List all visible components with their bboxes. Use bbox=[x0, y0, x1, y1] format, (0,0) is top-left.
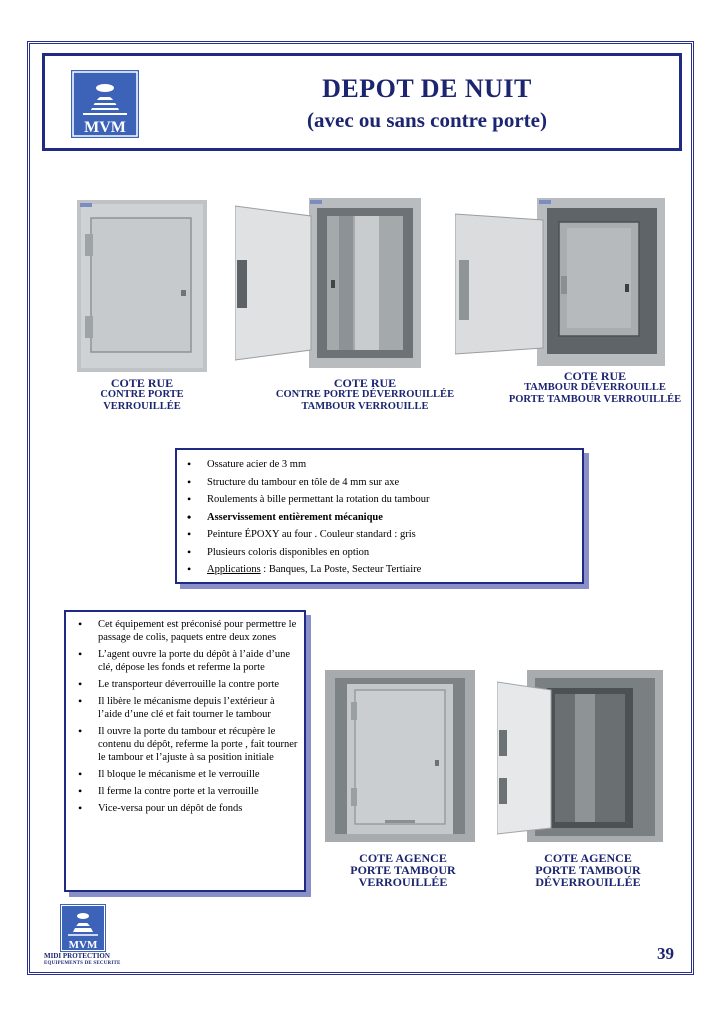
page-title: DEPOT DE NUIT bbox=[322, 74, 532, 103]
caption-photo-3: COTE RUE TAMBOUR DÉVERROUILLE PORTE TAMBOUR VERROUILLÉE bbox=[508, 369, 682, 405]
specifications-box bbox=[175, 448, 584, 584]
page-subtitle: (avec ou sans contre porte) bbox=[307, 108, 547, 132]
spec-item: • Structure du tambour en tôle de 4 mm sur axe bbox=[207, 474, 582, 492]
procedure-item: • Il ouvre la porte du tambour et récupère le contenu du dépôt, referme la porte , fait tourner le tambour et l’ajuste à sa position initiale bbox=[98, 725, 298, 764]
photo-cote-rue-drum bbox=[455, 198, 665, 366]
photo-cote-rue-open bbox=[235, 198, 421, 368]
brand-name: MIDI PROTECTION EQUIPEMENTS DE SECURITE bbox=[44, 952, 121, 966]
applications-text: : Banques, La Poste, Secteur Tertiaire bbox=[260, 564, 422, 575]
logo-letters: MVM bbox=[84, 119, 126, 136]
procedure-box bbox=[64, 610, 306, 892]
spec-item: • Peinture ÉPOXY au four . Couleur standard : gris bbox=[207, 526, 582, 544]
spec-item-applications bbox=[207, 561, 582, 579]
caption-photo-4: COTE AGENCE PORTE TAMBOUR VERROUILLÉE bbox=[350, 851, 456, 889]
photo-cote-agence-open bbox=[497, 670, 663, 842]
procedure-item: • Vice-versa pour un dépôt de fonds bbox=[98, 802, 298, 815]
caption-photo-1: COTE RUE CONTRE PORTE VERROUILLÉE bbox=[100, 376, 184, 412]
photo-cote-agence-closed bbox=[325, 670, 475, 842]
procedure-item: • Il ferme la contre porte et la verrouille bbox=[98, 785, 298, 798]
header-box bbox=[42, 53, 682, 151]
procedure-item: • Le transporteur déverrouille la contre porte bbox=[98, 678, 298, 691]
company-logo-icon bbox=[71, 70, 139, 138]
caption-photo-5: COTE AGENCE PORTE TAMBOUR DÉVERROUILLÉE bbox=[535, 851, 641, 889]
procedure-item: • Il bloque le mécanisme et le verrouille bbox=[98, 768, 298, 781]
page-number: 39 bbox=[657, 944, 674, 963]
caption-photo-2: COTE RUE CONTRE PORTE DÉVERROUILLÉE TAMBOUR VERROUILLE bbox=[275, 376, 455, 412]
spec-item: • Asservissement entièrement mécanique bbox=[207, 509, 582, 527]
applications-label: Applications bbox=[207, 564, 261, 575]
photo-cote-rue-closed bbox=[77, 200, 207, 372]
logo-letters-small: MVM bbox=[68, 939, 98, 951]
procedure-item: • Il libère le mécanisme depuis l’extérieur à l’aide d’une clé et fait tourner le tambour bbox=[98, 695, 298, 721]
procedure-item: • Cet équipement est préconisé pour permettre le passage de colis, paquets entre deux zones bbox=[98, 618, 298, 644]
spec-item: • Plusieurs coloris disponibles en option bbox=[207, 544, 582, 562]
spec-item: • Ossature acier de 3 mm bbox=[207, 456, 582, 474]
spec-item: • Roulements à bille permettant la rotation du tambour bbox=[207, 491, 582, 509]
procedure-item: • L’agent ouvre la porte du dépôt à l’aide d’une clé, dépose les fonds et referme la porte bbox=[98, 648, 298, 674]
company-logo-small-icon bbox=[60, 904, 106, 952]
